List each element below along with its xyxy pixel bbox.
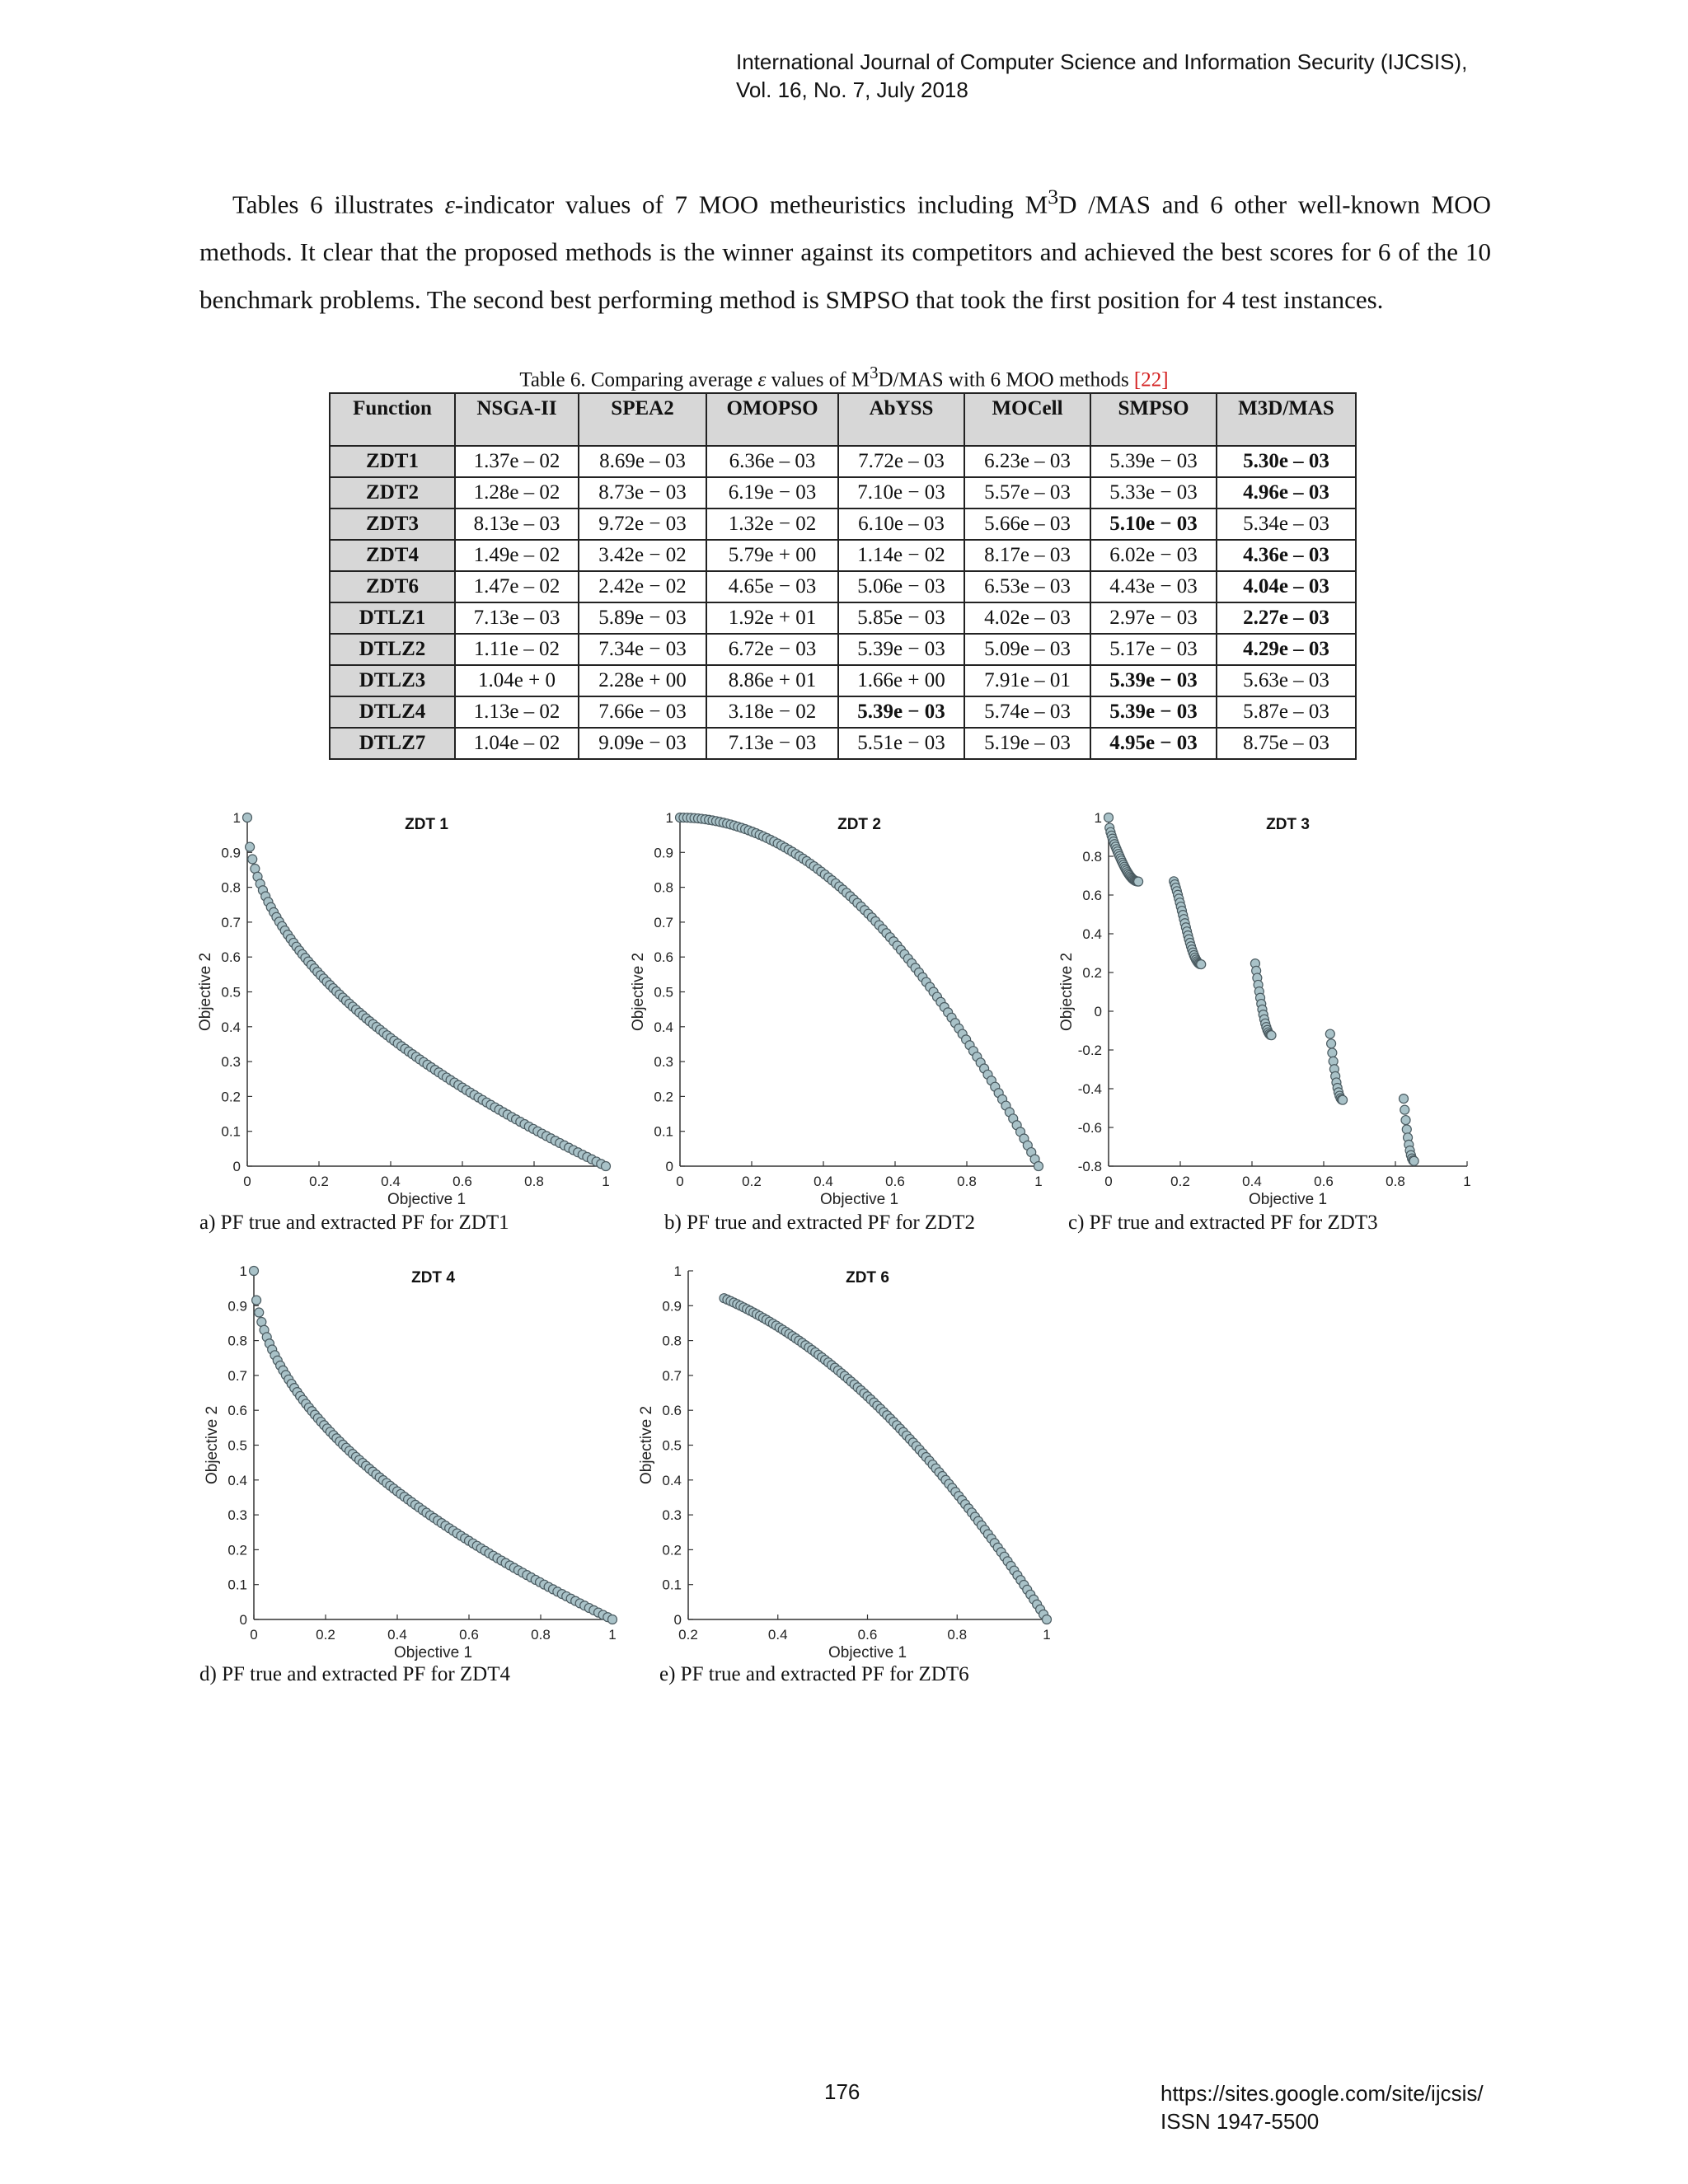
y-tick-label: 0.8 [654,879,673,896]
row-header: ZDT4 [330,540,455,571]
y-tick-label: 0.8 [662,1333,682,1349]
y-axis-label: Objective 2 [638,1405,655,1485]
table-cell: 8.17e – 03 [964,540,1090,571]
data-point [608,1615,617,1624]
journal-title: International Journal of Computer Science and Information Security (IJCSIS), [736,49,1468,74]
intro-text-2: -indicator values of 7 MOO metheuristics including M [454,190,1048,219]
data-point [1325,1029,1334,1038]
y-tick-label: 0.6 [221,949,241,966]
y-tick-label: 0.7 [227,1367,247,1384]
y-tick-label: 0.8 [227,1333,247,1349]
y-axis-label: Objective 2 [197,952,214,1032]
table-cell: 5.39e − 03 [1090,665,1217,696]
table-cell: 5.39e − 03 [838,696,964,728]
y-tick-label: 0.8 [221,879,241,896]
data-point [1328,1048,1337,1057]
table-cell: 5.63e – 03 [1217,665,1356,696]
x-tick-label: 1 [1034,1174,1043,1189]
data-point [243,813,252,823]
caption-zdt1: a) PF true and extracted PF for ZDT1 [199,1212,509,1234]
table-cell: 6.10e – 03 [838,509,964,540]
y-tick-label: 0.4 [1082,926,1102,942]
x-axis-label: Objective 1 [828,1644,907,1661]
plot-zdt3 [1055,808,1500,1207]
column-header: SMPSO [1090,393,1217,446]
y-tick-label: 0.7 [221,914,241,930]
x-tick-label: 0.2 [678,1627,698,1643]
plot-zdt4 [200,1261,645,1661]
table-cell: 3.42e − 02 [579,540,706,571]
y-tick-label: 0.3 [654,1054,673,1071]
x-tick-label: 0.6 [452,1174,472,1189]
y-tick-label: 0 [239,1612,247,1628]
y-tick-label: 0.6 [1082,888,1102,903]
footer-url[interactable]: https://sites.google.com/site/ijcsis/ [1160,2081,1484,2106]
data-point [1339,1095,1348,1104]
table-cell: 3.18e − 02 [706,696,838,728]
table-cell: 8.69e – 03 [579,446,706,477]
data-point [1327,1039,1336,1048]
table-caption [0,363,1688,391]
y-tick-label: 0.4 [227,1472,247,1488]
data-point [252,1296,261,1305]
table-cell: 6.53e – 03 [964,571,1090,602]
x-tick-label: 0.4 [387,1627,407,1643]
scatter-chart-zdt4 [200,1261,645,1661]
data-point [602,1162,611,1171]
table-cell: 1.66e + 00 [838,665,964,696]
table-cell: 5.87e – 03 [1217,696,1356,728]
data-point [1197,960,1206,969]
y-tick-label: -0.2 [1077,1043,1102,1058]
data-point [1402,1125,1411,1134]
table-cell: 4.65e − 03 [706,571,838,602]
y-tick-label: 0.5 [227,1437,247,1454]
table-cell: 1.92e + 01 [706,602,838,634]
row-header: ZDT3 [330,509,455,540]
column-header: MOCell [964,393,1090,446]
table-cell: 5.66e – 03 [964,509,1090,540]
caption-superscript: 3 [870,363,879,382]
y-tick-label: 0 [1094,1004,1102,1019]
column-header: NSGA-II [455,393,579,446]
table-row [330,509,1356,540]
intro-text-3: D /MAS and 6 other well-known MOO methods. It clear that the proposed methods is the winner against its competitors and achieved the best scores for 6 of the 10 benchmark problems. The second best performing method is SMPSO that took the first position for 4 test instances. [199,190,1491,315]
table-cell: 1.32e − 02 [706,509,838,540]
x-tick-label: 0.8 [957,1174,977,1189]
table-cell: 2.97e − 03 [1090,602,1217,634]
y-tick-label: 0.2 [227,1542,247,1558]
table-cell: 5.89e − 03 [579,602,706,634]
journal-header [736,48,1467,104]
data-point [1134,877,1143,886]
table-cell: 2.27e – 03 [1217,602,1356,634]
table-cell: 2.28e + 00 [579,665,706,696]
table-cell: 5.17e − 03 [1090,634,1217,665]
y-tick-label: 0.6 [227,1403,247,1419]
caption-zdt3: c) PF true and extracted PF for ZDT3 [1068,1212,1378,1234]
column-header: OMOPSO [706,393,838,446]
table-cell: 5.51e − 03 [838,728,964,759]
intro-paragraph [199,173,1491,324]
table-cell: 9.72e − 03 [579,509,706,540]
y-tick-label: 0.5 [662,1437,682,1454]
x-tick-label: 0.4 [381,1174,401,1189]
y-tick-label: 0.4 [654,1019,673,1035]
x-tick-label: 0.8 [1386,1174,1405,1189]
x-tick-label: 0.8 [531,1627,551,1643]
table-cell: 6.72e − 03 [706,634,838,665]
row-header: DTLZ2 [330,634,455,665]
table-cell: 6.23e – 03 [964,446,1090,477]
x-tick-label: 0.6 [459,1627,479,1643]
table-cell: 5.39e − 03 [1090,696,1217,728]
y-tick-label: 0.8 [1082,849,1102,865]
table-cell: 7.66e − 03 [579,696,706,728]
x-tick-label: 1 [602,1174,610,1189]
table-cell: 6.36e – 03 [706,446,838,477]
table-cell: 5.74e – 03 [964,696,1090,728]
table-cell: 1.28e – 02 [455,477,579,509]
scatter-chart-zdt3 [1055,808,1500,1207]
table-cell: 5.30e – 03 [1217,446,1356,477]
x-tick-label: 0.4 [767,1627,788,1643]
y-tick-label: 0.7 [662,1367,682,1384]
column-header: Function [330,393,455,446]
x-tick-label: 0 [250,1627,258,1643]
data-point [246,842,255,851]
y-tick-label: 0.4 [221,1019,241,1035]
x-axis-label: Objective 1 [393,1644,473,1661]
table-cell: 1.47e – 02 [455,571,579,602]
y-tick-label: 1 [1094,810,1102,826]
column-header: SPEA2 [579,393,706,446]
y-tick-label: 1 [232,810,241,826]
scatter-chart-zdt2 [626,808,1071,1207]
y-tick-label: 0.3 [227,1507,247,1524]
x-tick-label: 0.8 [947,1627,968,1643]
page-number: 176 [824,2079,860,2104]
x-tick-label: 0.2 [316,1627,335,1643]
table-cell: 7.91e – 01 [964,665,1090,696]
y-tick-label: 0.3 [221,1054,241,1071]
table-cell: 5.79e + 00 [706,540,838,571]
y-tick-label: 0.2 [662,1542,682,1558]
x-tick-label: 0.6 [885,1174,905,1189]
y-tick-label: 0 [232,1159,241,1174]
y-tick-label: 0.9 [654,845,673,861]
chart-title: ZDT 3 [1266,816,1310,833]
footer [1160,2079,1484,2135]
x-tick-label: 0.6 [1314,1174,1334,1189]
y-tick-label: 0.9 [662,1298,682,1315]
table-cell: 7.13e − 03 [706,728,838,759]
data-point [1400,1105,1409,1114]
caption-text-2: values of M [766,368,870,391]
x-axis-label: Objective 1 [1248,1191,1328,1207]
table-row [330,571,1356,602]
table-row [330,540,1356,571]
table-cell: 6.02e − 03 [1090,540,1217,571]
table-cell: 6.19e − 03 [706,477,838,509]
table-cell: 5.57e – 03 [964,477,1090,509]
table-cell: 1.04e + 0 [455,665,579,696]
footer-issn: ISSN 1947-5500 [1160,2109,1320,2134]
y-tick-label: 0.4 [662,1472,682,1488]
x-axis-label: Objective 1 [387,1191,467,1207]
x-tick-label: 0.4 [1242,1174,1262,1189]
table-cell: 8.86e + 01 [706,665,838,696]
y-axis-label: Objective 2 [630,952,647,1032]
chart-title: ZDT 4 [411,1269,455,1286]
y-tick-label: 0.5 [654,984,673,1001]
row-header: ZDT1 [330,446,455,477]
citation-link[interactable]: [22] [1133,368,1169,391]
data-point [1034,1162,1043,1171]
data-point [1400,1094,1409,1104]
intro-text-1: Tables 6 illustrates [232,190,445,219]
table-cell: 5.39e − 03 [838,634,964,665]
results-table [329,392,1357,760]
data-point [1401,1116,1410,1125]
y-tick-label: 0.1 [654,1123,673,1140]
y-tick-label: 0.9 [227,1298,247,1315]
plot-zdt6 [635,1261,1080,1661]
y-tick-label: -0.6 [1077,1120,1102,1136]
column-header: M3D/MAS [1217,393,1356,446]
y-axis-label: Objective 2 [1058,952,1076,1032]
y-tick-label: 0 [673,1612,682,1628]
epsilon-symbol: ε [444,190,455,219]
scatter-chart-zdt6 [635,1261,1080,1661]
data-point [1104,813,1114,823]
y-tick-label: 0.1 [221,1123,241,1140]
y-tick-label: 0.2 [654,1089,673,1105]
table-cell: 7.13e – 03 [455,602,579,634]
table-cell: 8.13e – 03 [455,509,579,540]
table-cell: 4.04e – 03 [1217,571,1356,602]
row-header: ZDT2 [330,477,455,509]
x-tick-label: 0 [1104,1174,1113,1189]
table-cell: 7.72e – 03 [838,446,964,477]
journal-volume: Vol. 16, No. 7, July 2018 [736,77,968,102]
x-axis-label: Objective 1 [819,1191,899,1207]
chart-title: ZDT 6 [846,1269,889,1286]
caption-epsilon: ε [757,368,767,391]
y-tick-label: 0.3 [662,1507,682,1524]
table-row [330,728,1356,759]
table-cell: 4.95e − 03 [1090,728,1217,759]
table-cell: 4.36e – 03 [1217,540,1356,571]
data-point [248,855,257,864]
data-point [1043,1615,1052,1624]
table-row [330,477,1356,509]
table-cell: 1.11e – 02 [455,634,579,665]
caption-text-3: D/MAS with 6 MOO methods [878,368,1134,391]
table-cell: 5.34e – 03 [1217,509,1356,540]
table-cell: 1.37e – 02 [455,446,579,477]
table-cell: 5.19e – 03 [964,728,1090,759]
y-tick-label: 0.6 [654,949,673,966]
y-tick-label: 1 [665,810,673,826]
data-point [1409,1156,1418,1165]
table-cell: 8.73e − 03 [579,477,706,509]
table-cell: 5.10e − 03 [1090,509,1217,540]
table-row [330,446,1356,477]
chart-title: ZDT 1 [405,816,448,833]
data-point [255,1308,264,1317]
table-cell: 1.13e – 02 [455,696,579,728]
y-tick-label: 0.5 [221,984,241,1001]
table-cell: 8.75e – 03 [1217,728,1356,759]
row-header: DTLZ1 [330,602,455,634]
y-tick-label: 1 [239,1263,247,1279]
table-header-row [330,393,1356,446]
data-point [1267,1031,1276,1040]
x-tick-label: 0.4 [814,1174,833,1189]
caption-zdt4: d) PF true and extracted PF for ZDT4 [199,1663,511,1685]
x-tick-label: 1 [608,1627,617,1643]
y-tick-label: 0.1 [662,1577,682,1593]
table-row [330,665,1356,696]
row-header: DTLZ3 [330,665,455,696]
table-cell: 2.42e − 02 [579,571,706,602]
plot-zdt2 [626,808,1071,1207]
row-header: DTLZ7 [330,728,455,759]
y-axis-label: Objective 2 [204,1405,221,1485]
column-header: AbYSS [838,393,964,446]
table-cell: 5.85e − 03 [838,602,964,634]
chart-title: ZDT 2 [837,816,881,833]
row-header: DTLZ4 [330,696,455,728]
y-tick-label: 0.9 [221,845,241,861]
scatter-chart-zdt1 [194,808,639,1207]
caption-text-1: Table 6. Comparing average [519,368,758,391]
y-tick-label: 0.7 [654,914,673,930]
x-tick-label: 0.6 [857,1627,878,1643]
table-cell: 1.49e – 02 [455,540,579,571]
table-cell: 4.43e − 03 [1090,571,1217,602]
row-header: ZDT6 [330,571,455,602]
y-tick-label: 0.6 [662,1403,682,1419]
table-cell: 4.02e – 03 [964,602,1090,634]
table-row [330,602,1356,634]
x-tick-label: 1 [1463,1174,1471,1189]
x-tick-label: 0.2 [1170,1174,1190,1189]
table-cell: 5.06e − 03 [838,571,964,602]
table-cell: 7.10e − 03 [838,477,964,509]
table-cell: 4.96e – 03 [1217,477,1356,509]
caption-zdt2: b) PF true and extracted PF for ZDT2 [664,1212,976,1234]
y-tick-label: 1 [673,1263,682,1279]
y-tick-label: -0.8 [1077,1159,1102,1174]
caption-zdt6: e) PF true and extracted PF for ZDT6 [659,1663,969,1685]
x-tick-label: 0 [243,1174,251,1189]
x-tick-label: 0 [676,1174,684,1189]
x-tick-label: 0.2 [309,1174,329,1189]
y-tick-label: 0.1 [227,1577,247,1593]
x-tick-label: 0.8 [524,1174,544,1189]
table-row [330,634,1356,665]
plot-zdt1 [194,808,639,1207]
x-tick-label: 1 [1043,1627,1051,1643]
y-tick-label: 0.2 [1082,965,1102,981]
superscript: 3 [1048,185,1059,209]
table-cell: 5.09e – 03 [964,634,1090,665]
x-tick-label: 0.2 [742,1174,762,1189]
table-cell: 4.29e – 03 [1217,634,1356,665]
data-point [250,1267,259,1276]
y-tick-label: 0.2 [221,1089,241,1105]
table-cell: 1.14e − 02 [838,540,964,571]
table-cell: 7.34e − 03 [579,634,706,665]
table-cell: 5.39e − 03 [1090,446,1217,477]
table-row [330,696,1356,728]
y-tick-label: -0.4 [1077,1081,1102,1097]
y-tick-label: 0 [665,1159,673,1174]
table-cell: 5.33e − 03 [1090,477,1217,509]
table-cell: 9.09e − 03 [579,728,706,759]
table-cell: 1.04e – 02 [455,728,579,759]
